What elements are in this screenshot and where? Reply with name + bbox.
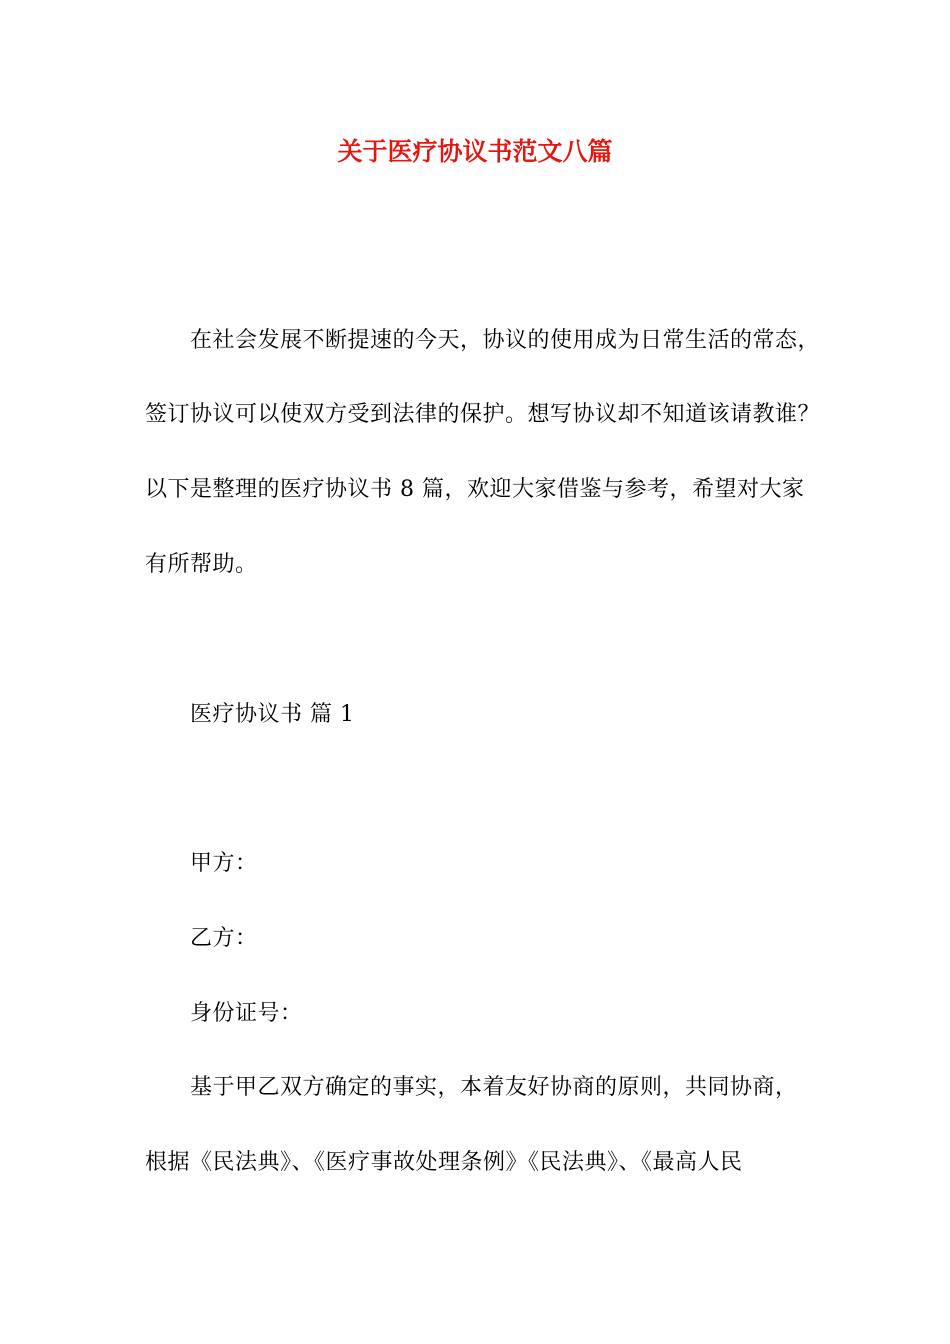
party-b-label: 乙方： bbox=[190, 926, 258, 951]
party-a-label: 甲方： bbox=[190, 851, 258, 876]
intro-paragraph-line-1: 在社会发展不断提速的今天，协议的使用成为日常生活的常态， bbox=[190, 328, 821, 353]
document-title: 关于医疗协议书范文八篇 bbox=[337, 137, 613, 166]
intro-paragraph-line-3: 以下是整理的医疗协议书 8 篇，欢迎大家借鉴与参考，希望对大家 bbox=[145, 477, 805, 502]
intro-paragraph-line-4: 有所帮助。 bbox=[145, 552, 258, 577]
body-paragraph-line-1: 基于甲乙双方确定的事实，本着友好协商的原则，共同协商， bbox=[190, 1075, 798, 1100]
intro-paragraph-line-2: 签订协议可以使双方受到法律的保护。想写协议却不知道该请教谁？ bbox=[145, 402, 821, 427]
section-heading: 医疗协议书 篇 1 bbox=[190, 702, 355, 727]
id-number-label: 身份证号： bbox=[190, 1001, 303, 1026]
body-paragraph-line-2: 根据《民法典》、《医疗事故处理条例》《民法典》、《最高人民 bbox=[145, 1150, 743, 1175]
